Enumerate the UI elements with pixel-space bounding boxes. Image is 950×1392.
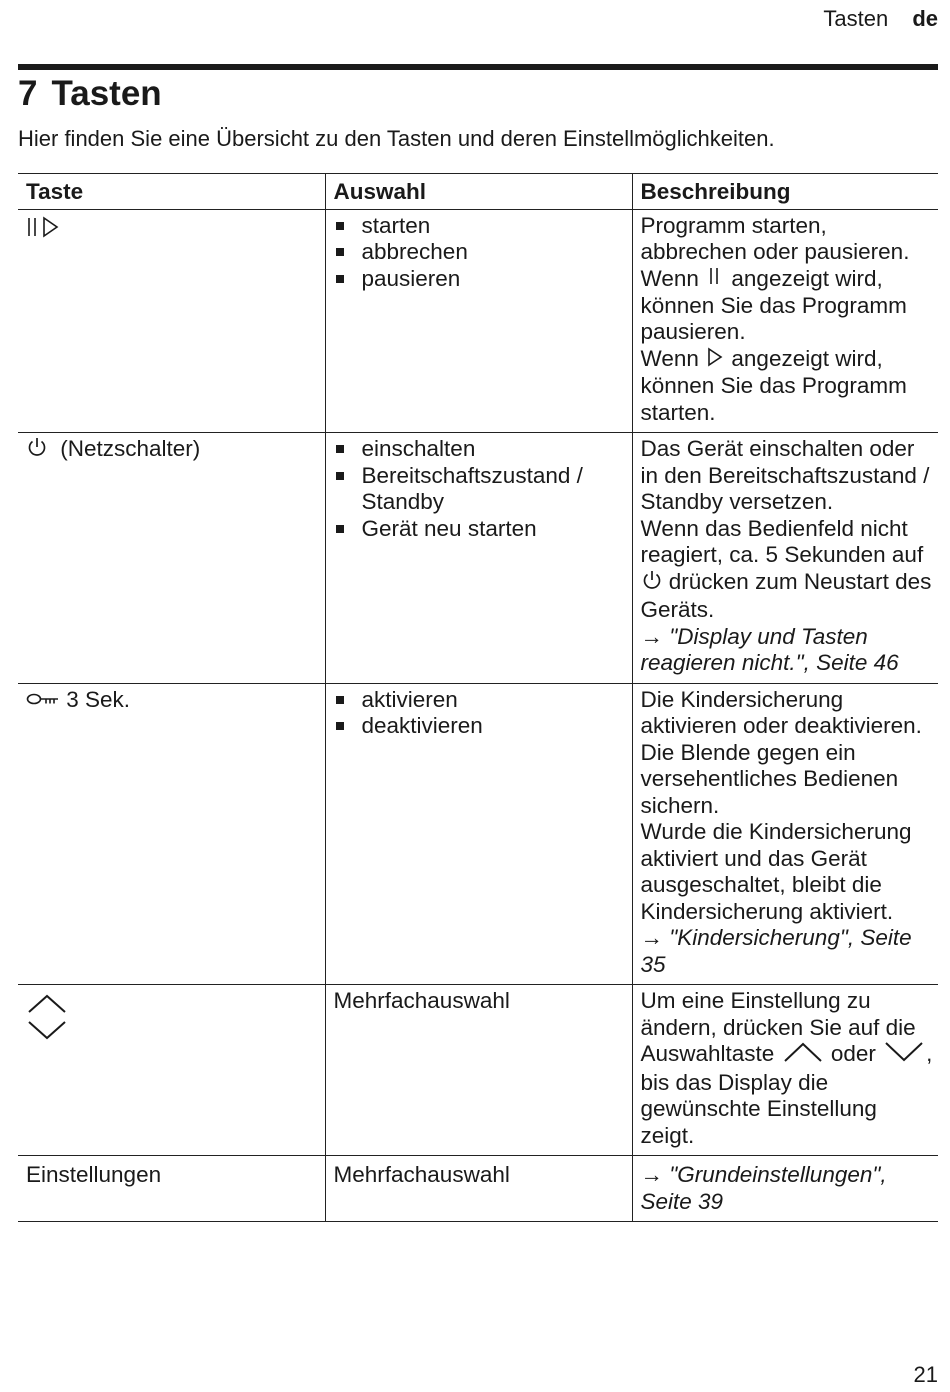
description-text: Wurde die Kindersicherung aktiviert und das Gerät ausgeschaltet, bleibt die Kindersicherung aktiviert.	[640, 819, 912, 924]
power-icon	[26, 436, 48, 465]
power-icon	[641, 569, 663, 598]
key-label: (Netzschalter)	[60, 436, 201, 462]
pause-icon	[705, 266, 725, 293]
page-number: 21	[913, 1362, 938, 1387]
col-header-auswahl: Auswahl	[325, 174, 632, 210]
key-icon	[26, 687, 60, 714]
option-text: Mehrfachauswahl	[333, 988, 510, 1014]
table-row	[18, 209, 938, 433]
running-header	[823, 6, 938, 32]
option-text: Mehrfachauswahl	[333, 1162, 510, 1188]
options-cell	[325, 433, 632, 684]
description-cell	[632, 209, 938, 433]
page-title	[18, 74, 162, 114]
key-cell	[18, 433, 325, 684]
table-row	[18, 433, 938, 684]
play-icon	[705, 347, 725, 374]
list-item: pausieren	[334, 266, 628, 293]
chapter-number: 7	[18, 74, 38, 113]
key-label: 3 Sek.	[66, 686, 131, 712]
description-text: Das Gerät einschalten oder in den Bereitschaftszustand / Standby versetzen.	[640, 436, 930, 515]
list-item: aktivieren	[334, 687, 628, 714]
description-text: Programm starten, abbrechen oder pausieren.	[640, 212, 910, 264]
table-row	[18, 1156, 938, 1222]
description-text: Wenn angezeigt wird, können Sie das Programm pausieren.	[640, 265, 907, 345]
up-down-chevron-icon	[26, 993, 68, 1048]
description-cell	[632, 1156, 938, 1222]
pause-play-icon	[26, 216, 62, 245]
cross-reference: → "Grundeinstellungen", Seite 39	[640, 1162, 887, 1214]
description-text: Um eine Einstellung zu ändern, drücken Sie auf die Auswahltaste oder , bis das Display die gewünschte Einstellung zeigt.	[640, 988, 933, 1148]
table-header-row	[18, 174, 938, 210]
intro-text: Hier finden Sie eine Übersicht zu den Tasten und deren Einstellmöglichkeiten.	[18, 126, 775, 151]
list-item: Gerät neu starten	[334, 516, 628, 543]
table-row	[18, 985, 938, 1156]
key-cell	[18, 985, 325, 1156]
keys-table	[18, 173, 938, 1222]
chevron-up-icon	[781, 1041, 825, 1070]
col-header-taste: Taste	[18, 174, 325, 210]
header-rule	[18, 64, 938, 70]
options-cell	[325, 683, 632, 985]
options-cell	[325, 209, 632, 433]
list-item: Bereitschaftszustand / Standby	[334, 463, 628, 516]
description-text: Die Kindersicherung aktivieren oder deaktivieren. Die Blende gegen ein versehentliches Bedienen sichern.	[640, 686, 922, 818]
cross-reference: → "Kindersicherung", Seite 35	[640, 925, 912, 977]
description-text: Wenn das Bedienfeld nicht reagiert, ca. 5 Sekunden auf drücken zum Neustart des Geräts.	[640, 515, 932, 623]
chevron-down-icon	[882, 1041, 926, 1070]
header-language: de	[912, 6, 938, 31]
description-cell	[632, 985, 938, 1156]
cross-reference: → "Display und Tasten reagieren nicht.", Seite 46	[640, 623, 899, 676]
table-row	[18, 683, 938, 985]
description-cell	[632, 683, 938, 985]
key-label: Einstellungen	[26, 1162, 162, 1188]
chapter-title: Tasten	[51, 74, 162, 113]
options-cell	[325, 1156, 632, 1222]
key-cell	[18, 1156, 325, 1222]
key-cell	[18, 683, 325, 985]
list-item: einschalten	[334, 436, 628, 463]
options-cell	[325, 985, 632, 1156]
key-cell	[18, 209, 325, 433]
header-section: Tasten	[823, 6, 889, 31]
description-text: Wenn angezeigt wird, können Sie das Programm starten.	[640, 345, 907, 425]
list-item: deaktivieren	[334, 713, 628, 740]
col-header-beschreibung: Beschreibung	[632, 174, 938, 210]
list-item: starten	[334, 213, 628, 240]
description-cell	[632, 433, 938, 684]
list-item: abbrechen	[334, 239, 628, 266]
